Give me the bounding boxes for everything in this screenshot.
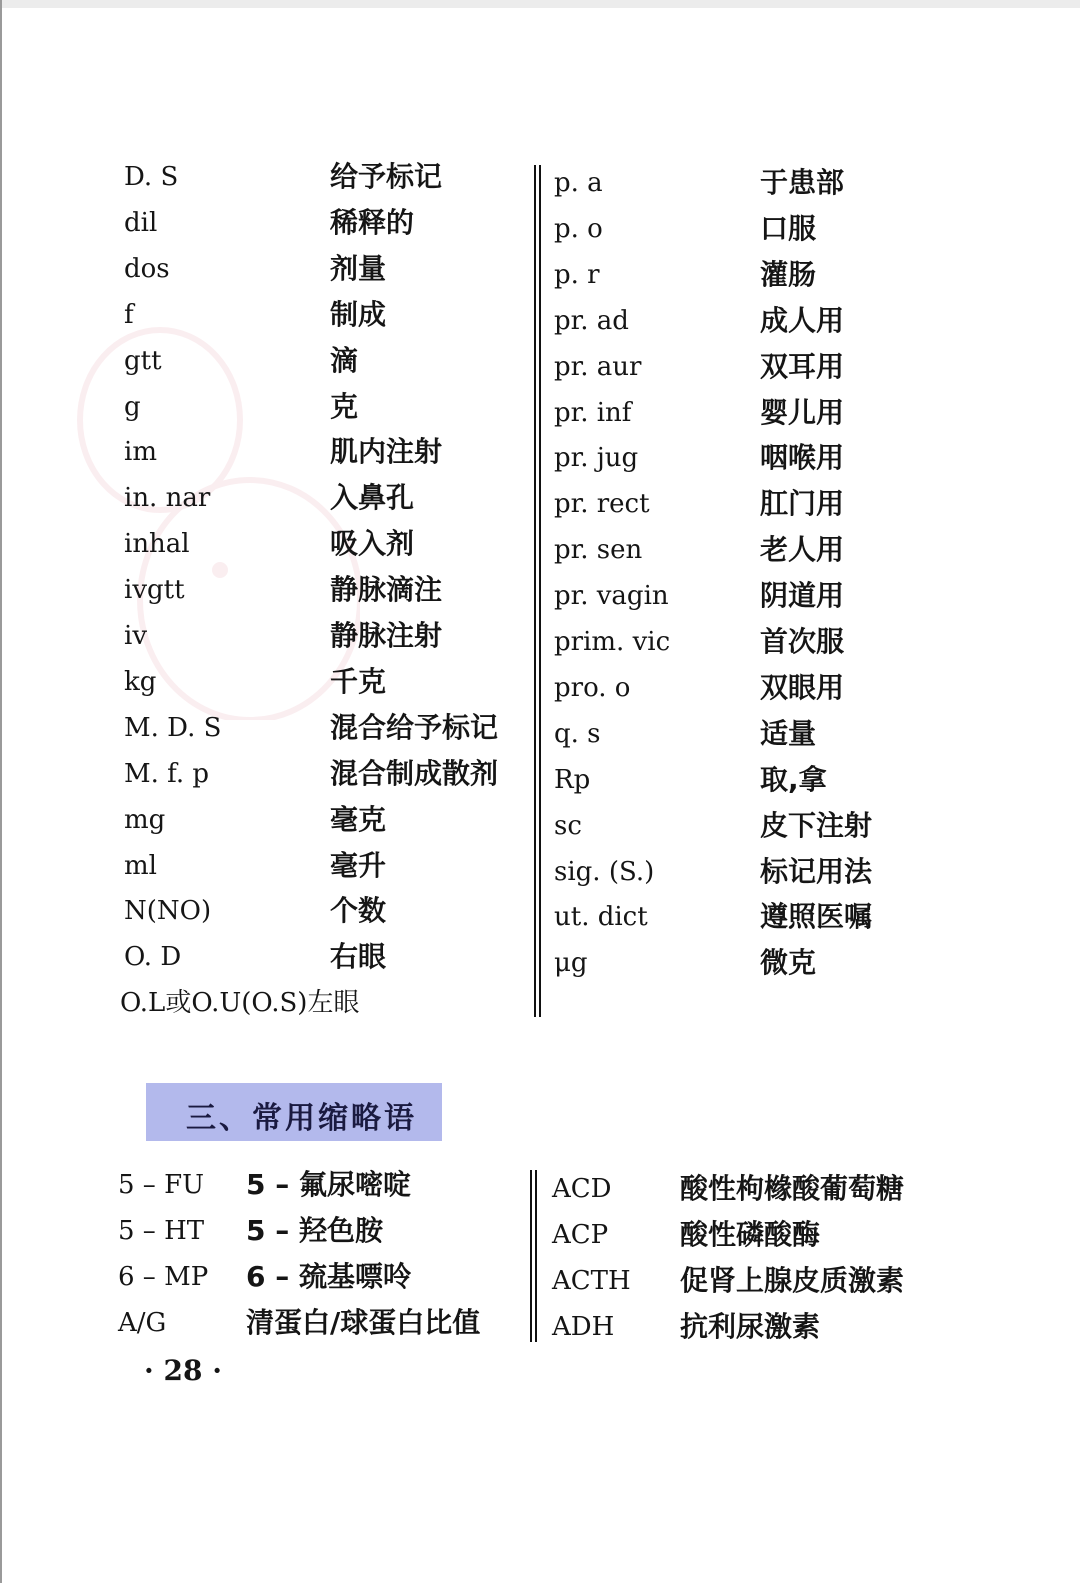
meaning: 适量 — [760, 716, 817, 750]
meaning: 毫升 — [330, 848, 387, 882]
meaning: 剂量 — [330, 251, 387, 285]
abbreviation: A/G — [118, 1308, 167, 1338]
page-number: · 28 · — [144, 1354, 222, 1387]
meaning: 滴 — [330, 343, 359, 377]
abbreviation: mg — [124, 804, 166, 835]
meaning: 混合给予标记 — [330, 710, 499, 744]
meaning: 毫克 — [330, 802, 387, 836]
meaning: 静脉注射 — [330, 619, 443, 652]
abbreviation: Rp — [554, 764, 591, 795]
meaning: 老人用 — [760, 533, 845, 567]
abbreviation: O. D — [124, 942, 182, 973]
meaning: 稀释的 — [330, 205, 415, 239]
meaning: 制成 — [330, 297, 387, 331]
meaning: 标记用法 — [760, 854, 873, 888]
abbreviation: ut. dict — [554, 902, 648, 933]
meaning: 促肾上腺皮质激素 — [680, 1264, 905, 1297]
abbreviation: pr. vagin — [554, 581, 669, 612]
abbreviation: f — [124, 299, 134, 330]
abbreviation: kg — [124, 666, 157, 697]
abbreviation: q. s — [554, 718, 601, 749]
abbreviation: p. r — [554, 259, 600, 290]
abbreviation: pr. ad — [554, 305, 629, 336]
meaning: 6 – 巯基嘌呤 — [246, 1260, 411, 1293]
meaning: 肌内注射 — [330, 435, 443, 469]
meaning: 遵照医嘱 — [760, 900, 873, 934]
abbreviation: dil — [124, 207, 158, 238]
meaning: 咽喉用 — [760, 441, 845, 475]
page-top-edge — [0, 0, 1080, 8]
abbreviation: ml — [124, 850, 157, 881]
column-divider — [534, 165, 536, 1017]
abbreviation: ivgtt — [124, 575, 185, 606]
meaning: 给予标记 — [330, 160, 443, 193]
abbreviation: im — [124, 437, 157, 468]
meaning: 成人用 — [760, 303, 845, 337]
meaning: 酸性磷酸酶 — [680, 1218, 821, 1251]
meaning: 右眼 — [330, 940, 387, 974]
meaning: 双眼用 — [760, 670, 845, 704]
abbreviation: inhal — [124, 529, 190, 560]
abbreviation: pro. o — [554, 672, 631, 703]
page-left-edge — [0, 0, 2, 1583]
abbreviation: pr. aur — [554, 351, 642, 382]
meaning: 微克 — [760, 946, 817, 980]
abbreviation: gtt — [124, 345, 162, 376]
meaning: 于患部 — [760, 166, 845, 199]
meaning: 千克 — [330, 664, 387, 698]
meaning: 肛门用 — [760, 487, 845, 521]
abbreviation: D. S — [124, 162, 179, 192]
abbreviation: ACD — [552, 1174, 612, 1204]
meaning: 5 – 羟色胺 — [246, 1214, 383, 1247]
glossary-left-last-row: O.L或O.U(O.S)左眼 — [120, 988, 360, 1018]
abbreviation: μg — [554, 948, 588, 979]
abbreviation: iv — [124, 621, 148, 651]
column-divider-double — [539, 165, 541, 1017]
meaning: 取,拿 — [760, 762, 827, 796]
meaning: 灌肠 — [760, 257, 817, 291]
abbreviation: M. f. p — [124, 758, 210, 789]
meaning: 吸入剂 — [330, 527, 415, 561]
abbreviation: ADH — [552, 1312, 615, 1342]
abbreviation: 6 – MP — [118, 1262, 209, 1292]
abbreviation: ACTH — [552, 1266, 631, 1296]
abbreviation: sc — [554, 810, 582, 841]
abbreviation: 5 – HT — [118, 1216, 205, 1246]
abbreviation: 5 – FU — [118, 1170, 205, 1200]
meaning: 清蛋白/球蛋白比值 — [246, 1306, 481, 1339]
meaning: 双耳用 — [760, 349, 845, 383]
abbrev-column-divider-double — [535, 1170, 537, 1342]
meaning: 阴道用 — [760, 579, 845, 613]
meaning: 首次服 — [760, 625, 845, 658]
abbreviation: pr. inf — [554, 397, 632, 428]
section-heading: 三、常用缩略语 — [186, 1101, 417, 1136]
abbreviation: pr. jug — [554, 443, 639, 474]
meaning: 婴儿用 — [760, 395, 845, 429]
abbreviation: ACP — [552, 1220, 609, 1250]
abbreviation: sig. (S.) — [554, 856, 655, 887]
abbreviation: pr. rect — [554, 489, 650, 520]
meaning: 口服 — [760, 211, 817, 245]
meaning: 入鼻孔 — [330, 481, 415, 515]
abbreviation: N(NO) — [124, 896, 212, 927]
meaning: 5 – 氟尿嘧啶 — [246, 1168, 411, 1201]
abbrev-column-divider — [530, 1170, 532, 1342]
section-heading-box — [146, 1083, 442, 1141]
abbreviation: prim. vic — [554, 627, 671, 657]
abbreviation: M. D. S — [124, 712, 222, 743]
meaning: 酸性枸橼酸葡萄糖 — [680, 1172, 905, 1205]
meaning: 皮下注射 — [760, 808, 873, 842]
meaning: 静脉滴注 — [330, 573, 443, 607]
abbreviation: g — [124, 391, 141, 422]
meaning: 个数 — [330, 894, 387, 928]
meaning: 混合制成散剂 — [330, 756, 499, 790]
abbreviation: pr. sen — [554, 535, 643, 566]
abbreviation: p. o — [554, 213, 603, 244]
abbreviation: dos — [124, 253, 170, 284]
abbreviation: in. nar — [124, 483, 211, 514]
meaning: 抗利尿激素 — [680, 1310, 821, 1343]
abbreviation: p. a — [554, 168, 603, 198]
meaning: 克 — [330, 389, 359, 423]
